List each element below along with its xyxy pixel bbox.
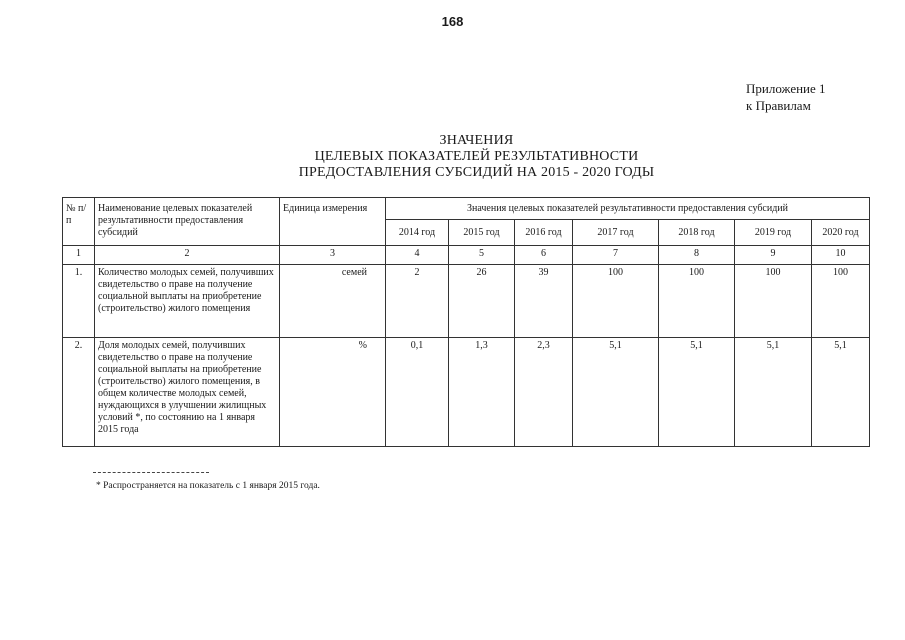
column-number: 4 <box>386 246 449 265</box>
indicator-value: 0,1 <box>386 338 449 447</box>
indicator-value: 5,1 <box>659 338 735 447</box>
column-number: 7 <box>573 246 659 265</box>
header-year: 2016 год <box>515 220 573 246</box>
column-number: 10 <box>812 246 870 265</box>
header-row-1 <box>63 198 870 220</box>
indicator-value: 5,1 <box>735 338 812 447</box>
indicator-name: Количество молодых семей, получивших свидетельство о праве на получение социальной выплаты на приобретение (строительство) жилого помещения <box>95 265 280 338</box>
page-number: 168 <box>441 14 464 29</box>
appendix-note <box>746 80 826 114</box>
column-number: 8 <box>659 246 735 265</box>
column-number: 1 <box>63 246 95 265</box>
indicator-value: 100 <box>735 265 812 338</box>
row-number: 1. <box>63 265 95 338</box>
title-line-3: ПРЕДОСТАВЛЕНИЯ СУБСИДИЙ НА 2015 - 2020 ГОДЫ <box>298 165 655 180</box>
indicator-value: 1,3 <box>449 338 515 447</box>
column-number: 2 <box>95 246 280 265</box>
footnote-divider <box>93 472 209 473</box>
indicator-value: 2 <box>386 265 449 338</box>
table-row <box>63 265 870 338</box>
title-line-1: ЗНАЧЕНИЯ <box>439 133 514 148</box>
footnote: * Распространяется на показатель с 1 января 2015 года. <box>96 481 320 491</box>
header-year: 2014 год <box>386 220 449 246</box>
indicator-name: Доля молодых семей, получивших свидетельство о праве на получение социальной выплаты на приобретение (строительство) жилого помещения, в общем количестве молодых семей, нуждающихся в улучшении жилищных условий *, по состоянию на 1 января 2015 года <box>95 338 280 447</box>
header-year: 2017 год <box>573 220 659 246</box>
header-num: № п/п <box>63 198 95 246</box>
header-year: 2018 год <box>659 220 735 246</box>
row-number: 2. <box>63 338 95 447</box>
header-year: 2019 год <box>735 220 812 246</box>
header-unit: Единица измерения <box>280 198 386 246</box>
indicator-value: 5,1 <box>812 338 870 447</box>
indicator-value: 39 <box>515 265 573 338</box>
indicator-value: 5,1 <box>573 338 659 447</box>
indicator-value: 100 <box>573 265 659 338</box>
column-number: 5 <box>449 246 515 265</box>
appendix-line-1: Приложение 1 <box>746 81 826 96</box>
indicator-value: 2,3 <box>515 338 573 447</box>
indicator-value: 100 <box>812 265 870 338</box>
indicator-unit: % <box>280 338 386 447</box>
header-values-group: Значения целевых показателей результативности предоставления субсидий <box>386 198 870 220</box>
indicator-value: 26 <box>449 265 515 338</box>
document-title <box>0 133 905 181</box>
indicators-table <box>62 197 870 447</box>
indicator-unit: семей <box>280 265 386 338</box>
column-number: 3 <box>280 246 386 265</box>
table-row <box>63 338 870 447</box>
column-number: 9 <box>735 246 812 265</box>
column-number: 6 <box>515 246 573 265</box>
column-numbers-row <box>63 246 870 265</box>
indicator-value: 100 <box>659 265 735 338</box>
header-name: Наименование целевых показателей результативности предоставления субсидий <box>95 198 280 246</box>
header-year: 2015 год <box>449 220 515 246</box>
appendix-line-2: к Правилам <box>746 98 811 113</box>
header-year: 2020 год <box>812 220 870 246</box>
title-line-2: ЦЕЛЕВЫХ ПОКАЗАТЕЛЕЙ РЕЗУЛЬТАТИВНОСТИ <box>314 149 639 164</box>
